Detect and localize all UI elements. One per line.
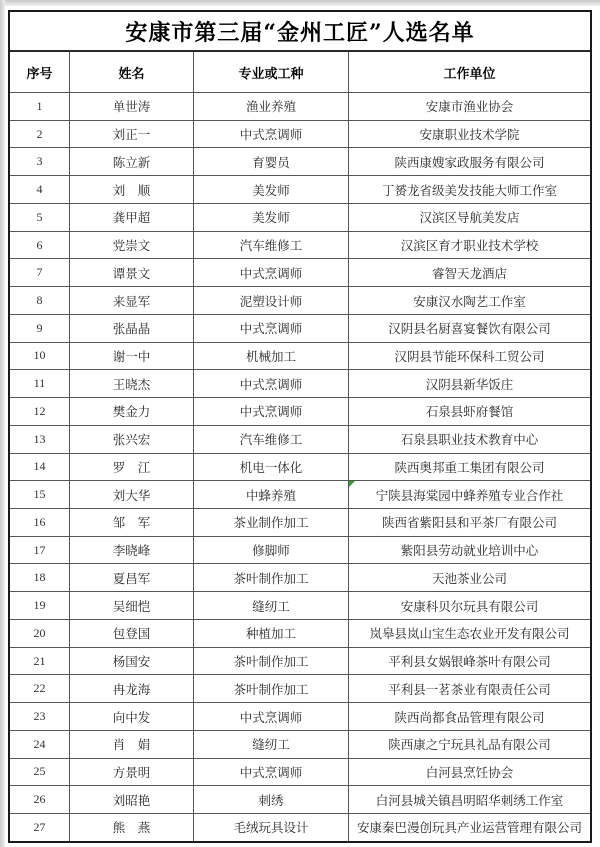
cell-unit: 安康科贝尔玩具有限公司 [349, 591, 590, 619]
cell-name: 龚甲超 [70, 203, 194, 231]
cell-unit: 平利县女娲银峰茶叶有限公司 [349, 647, 590, 675]
cell-name: 来显军 [70, 286, 194, 314]
table-row [10, 92, 590, 120]
cell-unit: 丁赟龙省级美发技能大师工作室 [349, 175, 590, 203]
table-header-row [10, 52, 590, 92]
table-title: 安康市第三届“金州工匠”人选名单 [10, 12, 590, 52]
cell-name: 谢一中 [70, 342, 194, 370]
cell-name: 刘正一 [70, 120, 194, 148]
cell-unit: 白河县城关镇昌明昭华刺绣工作室 [349, 785, 590, 813]
cell-no: 22 [10, 674, 70, 702]
cell-error-marker-icon [349, 481, 355, 487]
cell-no: 14 [10, 453, 70, 481]
table-row [10, 785, 590, 813]
cell-unit: 天池茶业公司 [349, 563, 590, 591]
table-row [10, 203, 590, 231]
table-row [10, 453, 590, 481]
cell-unit: 陕西康嫂家政服务有限公司 [349, 147, 590, 175]
cell-name: 杨国安 [70, 647, 194, 675]
cell-trade: 中式烹调师 [194, 258, 349, 286]
cell-name: 刘昭艳 [70, 785, 194, 813]
table-row [10, 591, 590, 619]
cell-name: 肖 娟 [70, 730, 194, 758]
cell-unit: 陕西尚都食品管理有限公司 [349, 702, 590, 730]
cell-trade: 种植加工 [194, 619, 349, 647]
cell-trade: 中式烹调师 [194, 314, 349, 342]
cell-name: 罗 江 [70, 453, 194, 481]
header-unit: 工作单位 [443, 65, 496, 81]
table-body [10, 92, 590, 841]
table-row [10, 674, 590, 702]
cell-trade: 机械加工 [194, 342, 349, 370]
cell-no: 16 [10, 508, 70, 536]
cell-trade: 美发师 [194, 203, 349, 231]
cell-name: 向中发 [70, 702, 194, 730]
table-row [10, 231, 590, 259]
cell-trade: 中式烹调师 [194, 369, 349, 397]
cell-unit: 白河县烹饪协会 [349, 758, 590, 786]
cell-no: 8 [10, 286, 70, 314]
cell-no: 9 [10, 314, 70, 342]
cell-unit: 陕西康之宁玩具礼品有限公司 [349, 730, 590, 758]
cell-unit: 宁陕县海棠园中蜂养殖专业合作社 [349, 480, 590, 508]
cell-trade: 泥塑设计师 [194, 286, 349, 314]
table-row [10, 258, 590, 286]
table-row [10, 619, 590, 647]
table-row [10, 730, 590, 758]
cell-trade: 机电一体化 [194, 453, 349, 481]
page-edge-shadow-top [0, 0, 600, 6]
cell-unit: 睿智天龙酒店 [349, 258, 590, 286]
cell-no: 20 [10, 619, 70, 647]
cell-trade: 修脚师 [194, 536, 349, 564]
cell-no: 5 [10, 203, 70, 231]
cell-unit: 汉滨区导航美发店 [349, 203, 590, 231]
table-row [10, 286, 590, 314]
cell-trade: 汽车维修工 [194, 425, 349, 453]
cell-name: 刘大华 [70, 480, 194, 508]
cell-unit: 陕西奥邦重工集团有限公司 [349, 453, 590, 481]
cell-no: 15 [10, 480, 70, 508]
table-row [10, 120, 590, 148]
cell-no: 23 [10, 702, 70, 730]
cell-unit: 石泉县职业技术教育中心 [349, 425, 590, 453]
cell-name: 王晓杰 [70, 369, 194, 397]
cell-unit: 安康市渔业协会 [349, 92, 590, 120]
cell-name: 党崇文 [70, 231, 194, 259]
cell-no: 11 [10, 369, 70, 397]
cell-name: 李晓峰 [70, 536, 194, 564]
cell-unit: 岚皋县岚山宝生态农业开发有限公司 [349, 619, 590, 647]
candidates-table [8, 10, 592, 843]
cell-trade: 育婴员 [194, 147, 349, 175]
cell-no: 13 [10, 425, 70, 453]
cell-unit: 汉阴县名厨喜宴餐饮有限公司 [349, 314, 590, 342]
cell-no: 27 [10, 813, 70, 841]
table-row [10, 314, 590, 342]
cell-unit: 汉阴县新华饭庄 [349, 369, 590, 397]
cell-no: 6 [10, 231, 70, 259]
table-row [10, 397, 590, 425]
table-row [10, 813, 590, 841]
cell-trade: 渔业养殖 [194, 92, 349, 120]
cell-unit: 安康汉水陶艺工作室 [349, 286, 590, 314]
cell-unit: 紫阳县劳动就业培训中心 [349, 536, 590, 564]
cell-trade: 缝纫工 [194, 591, 349, 619]
cell-trade: 中式烹调师 [194, 120, 349, 148]
cell-no: 25 [10, 758, 70, 786]
cell-trade: 中式烹调师 [194, 702, 349, 730]
table-row [10, 702, 590, 730]
cell-no: 3 [10, 147, 70, 175]
cell-trade: 中蜂养殖 [194, 480, 349, 508]
cell-trade: 茶叶制作加工 [194, 674, 349, 702]
table-row [10, 480, 590, 508]
cell-no: 1 [10, 92, 70, 120]
table-row [10, 647, 590, 675]
cell-unit: 汉阴县节能环保科工贸公司 [349, 342, 590, 370]
table-row [10, 369, 590, 397]
table-row [10, 342, 590, 370]
cell-trade: 茶叶制作加工 [194, 647, 349, 675]
cell-trade: 缝纫工 [194, 730, 349, 758]
cell-trade: 刺绣 [194, 785, 349, 813]
cell-name: 张晶晶 [70, 314, 194, 342]
cell-name: 熊 燕 [70, 813, 194, 841]
cell-no: 26 [10, 785, 70, 813]
page-edge-shadow-left [0, 0, 5, 847]
table-row [10, 508, 590, 536]
cell-trade: 茶业制作加工 [194, 508, 349, 536]
header-name: 姓名 [70, 52, 194, 92]
cell-trade: 毛绒玩具设计 [194, 813, 349, 841]
cell-name: 陈立新 [70, 147, 194, 175]
cell-no: 10 [10, 342, 70, 370]
cell-no: 17 [10, 536, 70, 564]
cell-trade: 茶叶制作加工 [194, 563, 349, 591]
cell-unit: 安康秦巴漫创玩具产业运营管理有限公司 [349, 813, 590, 841]
cell-name: 樊金力 [70, 397, 194, 425]
cell-name: 方景明 [70, 758, 194, 786]
table-row [10, 147, 590, 175]
cell-name: 张兴宏 [70, 425, 194, 453]
table-row [10, 536, 590, 564]
table-row [10, 175, 590, 203]
cell-no: 24 [10, 730, 70, 758]
cell-no: 4 [10, 175, 70, 203]
table-row [10, 563, 590, 591]
cell-no: 2 [10, 120, 70, 148]
table-row [10, 758, 590, 786]
header-no: 序号 [10, 52, 70, 92]
cell-unit: 平利县一茗茶业有限责任公司 [349, 674, 590, 702]
cell-no: 7 [10, 258, 70, 286]
cell-unit: 汉滨区育才职业技术学校 [349, 231, 590, 259]
cell-unit: 陕西省紫阳县和平茶厂有限公司 [349, 508, 590, 536]
cell-unit: 石泉县虾府餐馆 [349, 397, 590, 425]
cell-name: 邹 军 [70, 508, 194, 536]
cell-no: 19 [10, 591, 70, 619]
cell-name: 夏昌军 [70, 563, 194, 591]
cell-no: 12 [10, 397, 70, 425]
header-trade: 专业或工种 [194, 52, 349, 92]
cell-name: 刘 顺 [70, 175, 194, 203]
cell-unit: 安康职业技术学院 [349, 120, 590, 148]
cell-name: 冉龙海 [70, 674, 194, 702]
cell-no: 18 [10, 563, 70, 591]
cell-name: 单世涛 [70, 92, 194, 120]
table-row [10, 425, 590, 453]
cell-name: 吴细恺 [70, 591, 194, 619]
cell-name: 谭景文 [70, 258, 194, 286]
cell-trade: 汽车维修工 [194, 231, 349, 259]
cell-trade: 美发师 [194, 175, 349, 203]
cell-trade: 中式烹调师 [194, 758, 349, 786]
cell-name: 包登国 [70, 619, 194, 647]
cell-no: 21 [10, 647, 70, 675]
cell-trade: 中式烹调师 [194, 397, 349, 425]
